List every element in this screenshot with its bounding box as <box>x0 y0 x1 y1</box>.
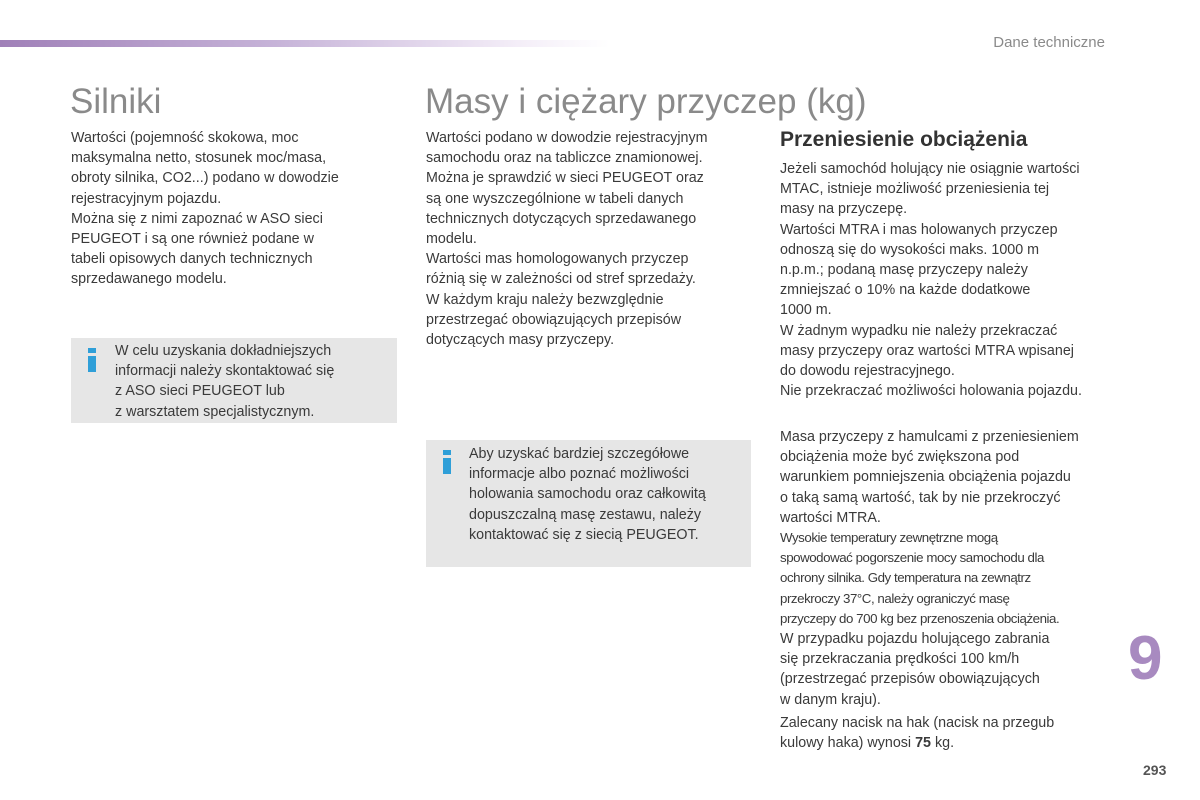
text-line: warunkiem pomniejszenia obciążenia pojazdu <box>780 469 1071 486</box>
text-line: spowodować pogorszenie mocy samochodu dla <box>780 550 1044 566</box>
text-line: kontaktować się z siecią PEUGEOT. <box>469 526 699 543</box>
text-line: n.p.m.; podaną masę przyczepy należy <box>780 262 1028 279</box>
text-line: do dowodu rejestracyjnego. <box>780 363 955 380</box>
text-line: PEUGEOT i są one również podane w <box>71 231 314 248</box>
info-text <box>469 444 744 545</box>
hitch-load-text <box>780 713 1120 753</box>
text-line: z ASO sieci PEUGEOT lub <box>115 383 285 400</box>
load-transfer-title: Przeniesienie obciążenia <box>780 128 1028 151</box>
text-line: obroty silnika, CO2...) podano w dowodzie <box>71 170 339 187</box>
text-line: są one wyszczególnione w tabeli danych <box>426 190 684 207</box>
text-line: dopuszczalną masę zestawu, należy <box>469 506 702 523</box>
text-line: różnią się w zależności od stref sprzedaży. <box>426 271 696 288</box>
info-icon <box>86 348 98 372</box>
load-transfer-text-1 <box>780 159 1120 401</box>
text-line: dotyczących masy przyczepy. <box>426 332 615 349</box>
hitch-load-value: 75 <box>915 735 931 752</box>
text-line: W każdym kraju należy bezwzględnie <box>426 291 664 308</box>
text-line: obciążenia może być zwiększona pod <box>780 449 1020 466</box>
text-line: 1000 m. <box>780 302 832 319</box>
section-label: Dane techniczne <box>993 34 1105 51</box>
text-line: maksymalna netto, stosunek moc/masa, <box>71 150 327 167</box>
info-text <box>115 341 390 422</box>
text-line: Wartości podano w dowodzie rejestracyjnym <box>426 130 708 146</box>
info-box-trailer <box>426 440 751 567</box>
chapter-number: 9 <box>1128 624 1163 693</box>
text-line: przekroczy 37°C, należy ograniczyć masę <box>780 590 1010 606</box>
text-line: Nie przekraczać możliwości holowania pojazdu. <box>780 383 1082 400</box>
text-line <box>780 733 1120 753</box>
text-line: (przestrzegać przepisów obowiązujących <box>780 671 1040 688</box>
text-line: masy przyczepy oraz wartości MTRA wpisanej <box>780 342 1074 359</box>
text-line: wartości MTRA. <box>780 509 881 526</box>
text-line: Wartości MTRA i mas holowanych przyczep <box>780 221 1058 238</box>
text-line: masy na przyczepę. <box>780 201 908 218</box>
header-gradient-bar <box>0 40 610 47</box>
text-line: informacje albo poznać możliwości <box>469 466 690 483</box>
text-line: W przypadku pojazdu holującego zabrania <box>780 631 1050 648</box>
trailer-masses-text <box>426 128 761 350</box>
text-line: zmniejszać o 10% na każde dodatkowe <box>780 282 1031 299</box>
text-line: tabeli opisowych danych technicznych <box>71 251 313 268</box>
text-line: przyczepy do 700 kg bez przenoszenia obciążenia. <box>780 610 1060 626</box>
text-line: o taką samą wartość, tak by nie przekroczyć <box>780 489 1061 506</box>
engines-text <box>71 128 391 290</box>
text-line: odnoszą się do wysokości maks. 1000 m <box>780 241 1040 258</box>
text-line: Jeżeli samochód holujący nie osiągnie wartości <box>780 161 1080 177</box>
text-line: z warsztatem specjalistycznym. <box>115 403 315 420</box>
text-line: holowania samochodu oraz całkowitą <box>469 486 706 503</box>
text-line: sprzedawanego modelu. <box>71 271 227 288</box>
engines-title: Silniki <box>70 82 162 121</box>
info-box-engines <box>71 338 397 423</box>
text-line: samochodu oraz na tabliczce znamionowej. <box>426 150 703 167</box>
text-line: w danym kraju). <box>780 691 881 708</box>
text-fragment: kulowy haka) wynosi <box>780 735 916 752</box>
text-line: modelu. <box>426 231 477 248</box>
text-line: W celu uzyskania dokładniejszych <box>115 343 332 359</box>
text-fragment: kg. <box>931 735 955 752</box>
text-line: Masa przyczepy z hamulcami z przeniesieniem <box>780 429 1079 445</box>
text-line: Można je sprawdzić w sieci PEUGEOT oraz <box>426 170 704 187</box>
trailer-masses-title: Masy i ciężary przyczep (kg) <box>425 82 867 121</box>
text-line: Wartości mas homologowanych przyczep <box>426 251 689 268</box>
text-line: Aby uzyskać bardziej szczegółowe <box>469 446 690 462</box>
text-line: W żadnym wypadku nie należy przekraczać <box>780 322 1058 339</box>
text-line: Wysokie temperatury zewnętrzne mogą <box>780 530 998 546</box>
text-line: technicznych dotyczących sprzedawanego <box>426 210 697 227</box>
text-line: Wartości (pojemność skokowa, moc <box>71 130 299 146</box>
text-line: informacji należy skontaktować się <box>115 363 335 380</box>
page-number: 293 <box>1143 762 1167 778</box>
text-line: rejestracyjnym pojazdu. <box>71 190 222 207</box>
text-line: Można się z nimi zapoznać w ASO sieci <box>71 210 323 227</box>
text-line: się przekraczania prędkości 100 km/h <box>780 651 1020 668</box>
text-line: Zalecany nacisk na hak (nacisk na przegub <box>780 715 1055 731</box>
text-line: ochrony silnika. Gdy temperatura na zewnątrz <box>780 570 1031 586</box>
text-line: MTAC, istnieje możliwość przeniesienia tej <box>780 181 1050 198</box>
text-line: przestrzegać obowiązujących przepisów <box>426 311 682 328</box>
info-icon <box>441 450 453 474</box>
load-transfer-text-2 <box>780 427 1120 710</box>
